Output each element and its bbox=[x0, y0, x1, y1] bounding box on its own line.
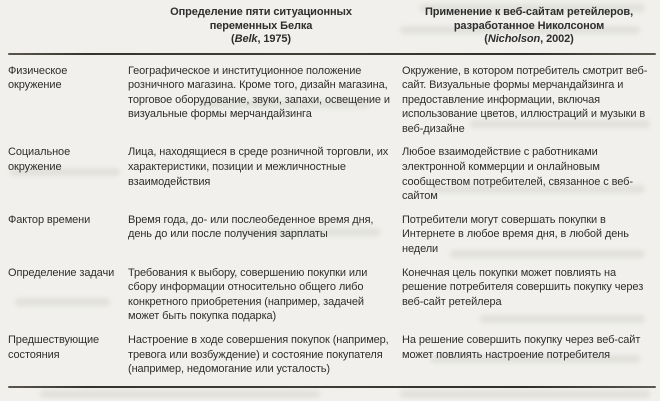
header-nicholson-column bbox=[402, 6, 656, 47]
table-row-time-factor bbox=[8, 213, 656, 257]
header-nicholson-citation: (Nicholson, 2002) bbox=[484, 33, 574, 45]
table bbox=[8, 6, 656, 401]
nicholson-description-cell: Окружение, в котором потребитель смотрит веб-сайт. Визуальные формы мерчандайзинга и предоставление информации, включая использование цветов, иллюстраций и музыки в веб-дизайне bbox=[402, 64, 648, 135]
row-label: Предшествующие состояния bbox=[8, 334, 100, 361]
table-row-antecedent-states bbox=[8, 333, 656, 377]
nicholson-description-cell: Конечная цель покупки может повлиять на решение потребителя совершить покупку через веб-сайт ретейлера bbox=[402, 266, 644, 308]
row-label: Определение задачи bbox=[8, 266, 115, 279]
belk-description-cell: Настроение в ходе совершения покупок (например, тревога или возбуждение) и состояние покупателя (например, недомогание или усталость) bbox=[128, 334, 389, 376]
table-body bbox=[8, 55, 656, 386]
row-label: Фактор времени bbox=[8, 213, 91, 226]
header-belk-title: Определение пяти ситуационных переменных Белка bbox=[170, 6, 352, 32]
citation-author-italic: Belk bbox=[234, 33, 258, 45]
header-belk-column bbox=[128, 6, 394, 47]
table-row-social-surroundings bbox=[8, 145, 656, 203]
header-empty-cell bbox=[8, 6, 120, 47]
citation-author-italic: Nicholson bbox=[487, 33, 541, 45]
nicholson-description-cell: Потребители могут совершать покупки в Интернете в любое время дня, в любой день недели bbox=[402, 213, 629, 256]
table-header-row bbox=[8, 6, 656, 47]
table-bottom-rule bbox=[8, 386, 656, 388]
row-label: Физическое окружение bbox=[8, 64, 68, 92]
belk-description-cell: Время года, до- или послеобеденное время дня, день до или после получения зарплаты bbox=[128, 213, 374, 241]
belk-description-cell: Требования к выбору, совершению покупки или сбору информации относительно общего либо конкретного приобретения (например, задачей может быть покупка подарка) bbox=[128, 266, 368, 323]
belk-description-cell: Географическое и институционное положение розничного магазина. Кроме того, дизайн магазина, торговое оборудование, звуки, запахи, освещение и визуальные формы мерчандайзинга bbox=[128, 64, 390, 121]
nicholson-description-cell: На решение совершить покупку через веб-сайт может повлиять настроение потребителя bbox=[402, 334, 641, 361]
table-row-task-definition bbox=[8, 266, 656, 324]
header-belk-citation: (Belk, 1975) bbox=[231, 33, 291, 45]
table-row-physical-surroundings bbox=[8, 64, 656, 137]
belk-description-cell: Лица, находящиеся в среде розничной торговли, их характеристики, позиции и межличностные взаимодействия bbox=[128, 146, 389, 188]
row-label: Социальное окружение bbox=[8, 146, 71, 174]
nicholson-description-cell: Любое взаимодействие с работниками электронной коммерции и онлайновым сообществом потребителей, связанное с веб-сайтом bbox=[402, 146, 633, 203]
header-nicholson-title: Применение к веб-сайтам ретейлеров, разработанное Николсоном bbox=[424, 6, 634, 32]
